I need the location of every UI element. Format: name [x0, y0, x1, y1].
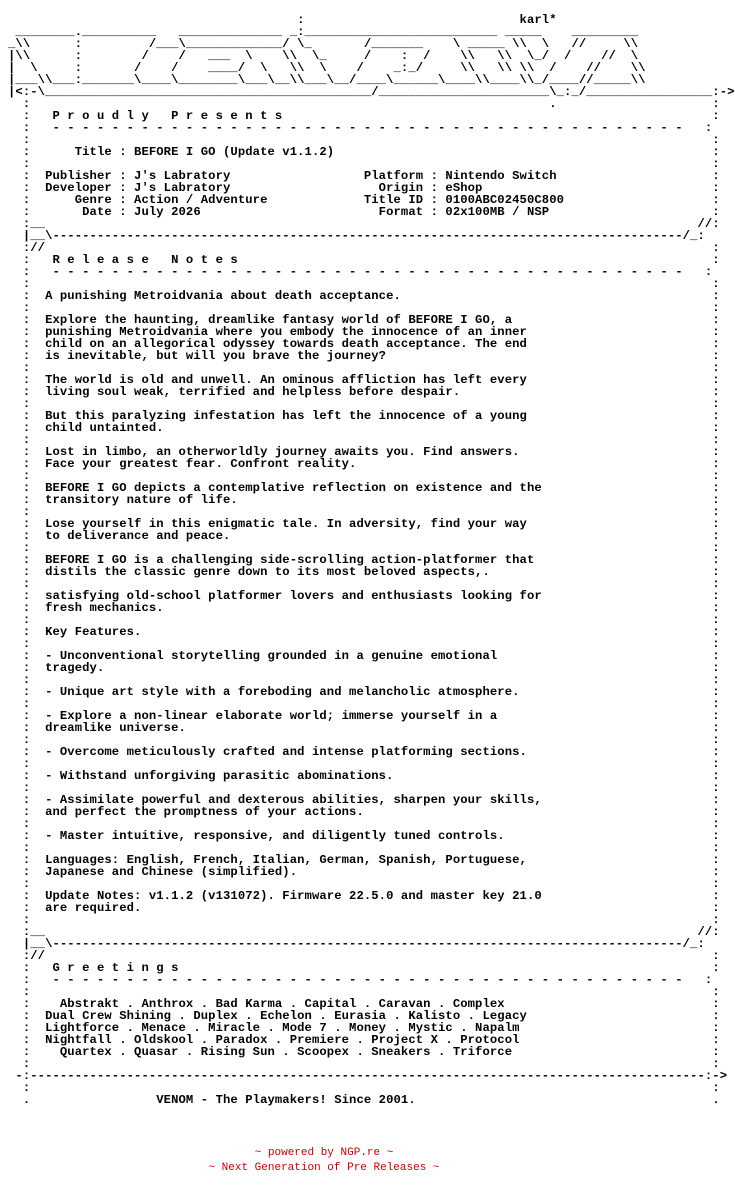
footer-tagline-link[interactable]: ~ Next Generation of Pre Releases ~	[208, 1162, 440, 1174]
footer-tagline	[0, 1161, 648, 1176]
footer-powered-by-link[interactable]: ~ powered by NGP.re ~	[254, 1147, 394, 1159]
nfo-text: : karl* ________.__________ ______________ _:__________________________ _____ _________ _\\ : /___\_____________/ \_ /_______ \ _____ \\ \ // \\ |\\ : / / ___ \ \\ \_ / : / \\ \\ \_/ / // \ | \ : / / ____/ \ \\ \ / _:_/ \\ \\ \\ / // \\ |___\\___:_______\____\________\___\__\\___\__/____\______\____\\____\\_/____//_____\\ |<:-\____________________________________________/_______________________\_:_/_________________:-> : . : : P r o u d l y P r e s e n t s : : - - - - - - - - - - - - - - - - - - - - - - - - - - - - - - - - - - - - - - - - - - - : : : : Title : BEFORE I GO (Update v1.1.2) : : : : Publisher : J's Labratory Platform : Nintendo Switch : : Developer : J's Labratory Origin : eShop : : Genre : Action / Adventure Title ID : 0100ABC02450C800 : : Date : July 2026 Format : 02x100MB / NSP : :__ //: |__\-------------------------------------------------------------------------------------/_: :// : : R e l e a s e N o t e s : : - - - - - - - - - - - - - - - - - - - - - - - - - - - - - - - - - - - - - - - - - - - : : : : A punishing Metroidvania about death acceptance. : : : : Explore the haunting, dreamlike fantasy world of BEFORE I GO, a : : punishing Metroidvania where you embody the innocence of an inner : : child on an allegorical odyssey towards death acceptance. The end : : is inevitable, but will you brave the journey? : : : : The world is old and unwell. An ominous affliction has left every : : living soul weak, terrified and helpless before despair. : : : : But this paralyzing infestation has left the innocence of a young : : child untainted. : : : : Lost in limbo, an otherworldly journey awaits you. Find answers. : : Face your greatest fear. Confront reality. : : : : BEFORE I GO depicts a contemplative reflection on existence and the : : transitory nature of life. : : : : Lose yourself in this enigmatic tale. In adversity, find your way : : to deliverance and peace. : : : : BEFORE I GO is a challenging side-scrolling action-platformer that : : distils the classic genre down to its most beloved aspects,. : : : : satisfying old-school platformer lovers and enthusiasts looking for : : fresh mechanics. : : : : Key Features. : : : : - Unconventional storytelling grounded in a genuine emotional : : tragedy. : : : : - Unique art style with a foreboding and melancholic atmosphere. : : : : - Explore a non-linear elaborate world; immerse yourself in a : : dreamlike universe. : : : : - Overcome meticulously crafted and intense platforming sections. : : : : - Withstand unforgiving parasitic abominations. : : : : - Assimilate powerful and dexterous abilities, sharpen your skills, : : and perfect the promptness of your actions. : : : : - Master intuitive, responsive, and diligently tuned controls. : : : : Languages: English, French, Italian, German, Spanish, Portuguese, : : Japanese and Chinese (simplified). : : : : Update Notes: v1.1.2 (v131072). Firmware 22.5.0 and master key 21.0 : : are required. : : : :__ //: |__\-------------------------------------------------------------------------------------/_: :// : : G r e e t i n g s : : - - - - - - - - - - - - - - - - - - - - - - - - - - - - - - - - - - - - - - - - - - - : : : : Abstrakt . Anthrox . Bad Karma . Capital . Caravan . Complex : : Dual Crew Shining . Duplex . Echelon . Eurasia . Kalisto . Legacy : : Lightforce . Menace . Miracle . Mode 7 . Money . Mystic . Napalm : : Nightfall . Oldskool . Paradox . Premiere . Project X . Protocol : : Quartex . Quasar . Rising Sun . Scoopex . Sneakers . Triforce : : : -:-------------------------------------------------------------------------------------------:-> : : . VENOM - The Playmakers! Since 2001. .	[8, 13, 735, 1107]
footer-powered-by	[0, 1146, 648, 1161]
